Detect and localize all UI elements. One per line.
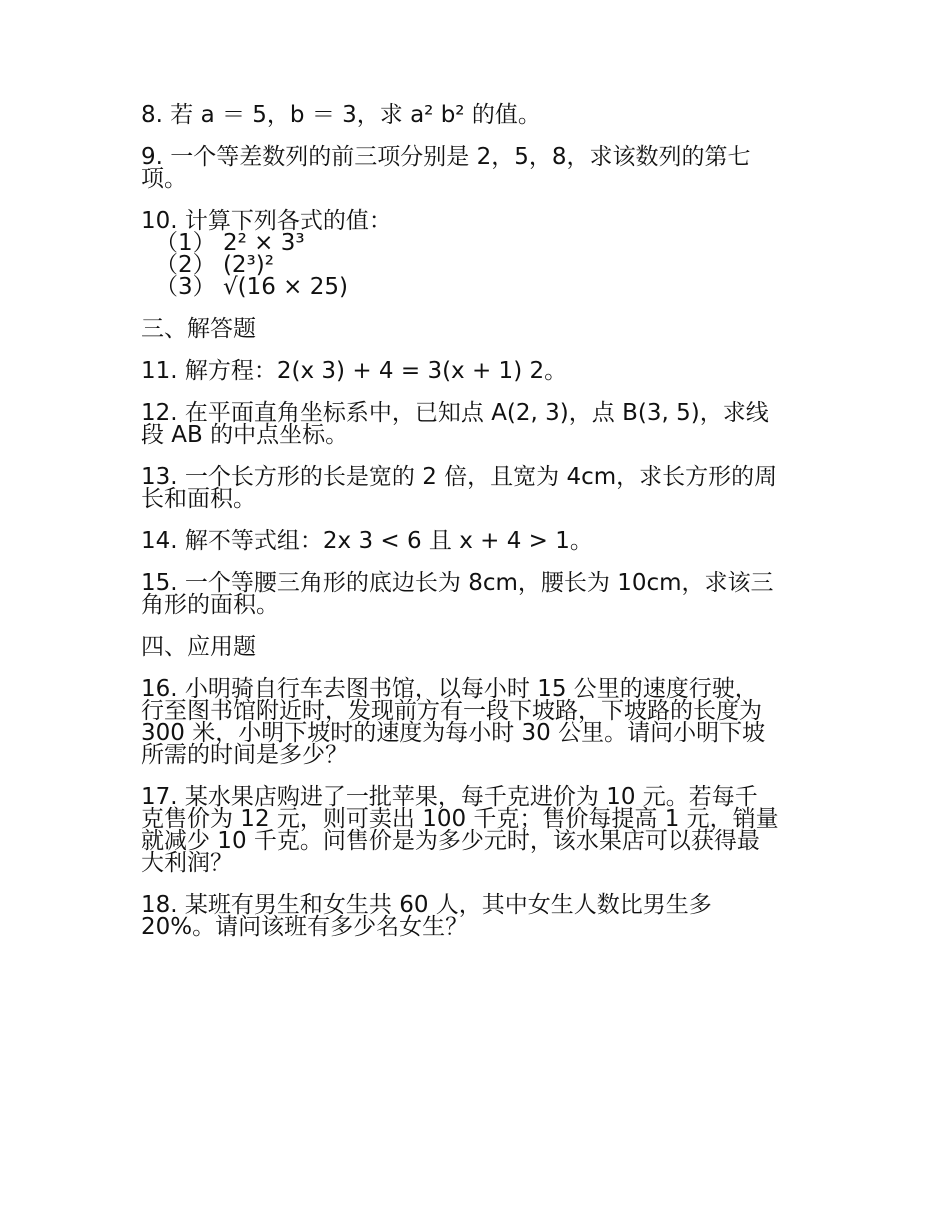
question-line: 行至图书馆附近时，发现前方有一段下坡路，下坡路的长度为 — [141, 698, 762, 724]
question-10 — [141, 210, 813, 298]
question-line: 12. 在平面直角坐标系中，已知点 A(2, 3)，点 B(3, 5)，求线 — [141, 400, 769, 426]
section-heading-answers: 三、解答题 — [141, 316, 256, 342]
question-9 — [141, 146, 813, 190]
question-line: 长和面积。 — [141, 486, 256, 512]
question-18 — [141, 894, 813, 938]
question-line: 18. 某班有男生和女生共 60 人，其中女生人数比男生多 — [141, 892, 712, 918]
question-line: 所需的时间是多少？ — [141, 742, 348, 768]
question-line: 大利润？ — [141, 850, 233, 876]
question-line: 8. 若 a ＝ 5，b ＝ 3，求 a² b² 的值。 — [141, 102, 541, 128]
question-12 — [141, 402, 813, 446]
question-15 — [141, 572, 813, 616]
question-line: 11. 解方程：2(x 3) + 4 = 3(x + 1) 2。 — [141, 358, 568, 384]
question-line: 17. 某水果店购进了一批苹果，每千克进价为 10 元。若每千 — [141, 784, 758, 810]
question-8 — [141, 104, 813, 126]
question-line: 20%。请问该班有多少名女生？ — [141, 914, 469, 940]
question-line: 15. 一个等腰三角形的底边长为 8cm，腰长为 10cm，求该三 — [141, 570, 774, 596]
question-line: 段 AB 的中点坐标。 — [141, 422, 349, 448]
sub-question: （1） 2² × 3³ — [155, 230, 305, 256]
question-line: 克售价为 12 元，则可卖出 100 千克；售价每提高 1 元，销量 — [141, 806, 779, 832]
sub-question: （2） (2³)² — [155, 252, 274, 278]
question-17 — [141, 786, 813, 874]
section-heading-applications: 四、应用题 — [141, 634, 256, 660]
question-line: 13. 一个长方形的长是宽的 2 倍，且宽为 4cm，求长方形的周 — [141, 464, 778, 490]
question-line: 16. 小明骑自行车去图书馆，以每小时 15 公里的速度行驶， — [141, 676, 758, 702]
question-14 — [141, 530, 813, 552]
worksheet-page — [141, 104, 813, 958]
question-line: 14. 解不等式组：2x 3 < 6 且 x + 4 > 1。 — [141, 528, 593, 554]
question-stem: 10. 计算下列各式的值： — [141, 208, 392, 234]
question-line: 300 米，小明下坡时的速度为每小时 30 公里。请问小明下坡 — [141, 720, 766, 746]
question-13 — [141, 466, 813, 510]
sub-question: （3） √(16 × 25) — [155, 274, 348, 300]
question-16 — [141, 678, 813, 766]
question-11 — [141, 360, 813, 382]
question-line: 项。 — [141, 166, 187, 192]
question-line: 就减少 10 千克。问售价是为多少元时，该水果店可以获得最 — [141, 828, 760, 854]
question-line: 角形的面积。 — [141, 592, 279, 618]
question-line: 9. 一个等差数列的前三项分别是 2，5，8，求该数列的第七 — [141, 144, 751, 170]
